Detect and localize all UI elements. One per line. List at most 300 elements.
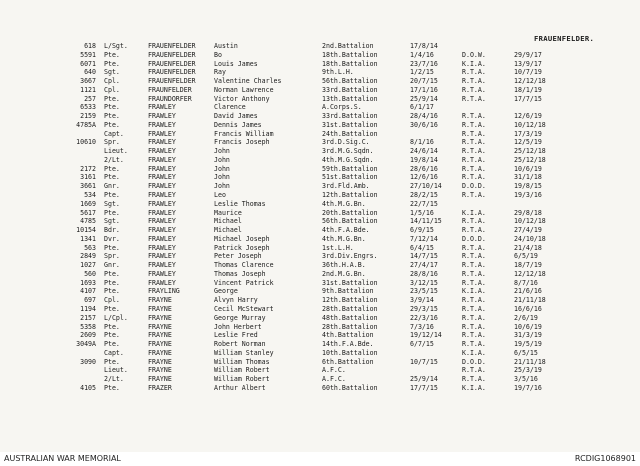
rank: Cpl. xyxy=(104,296,120,305)
surname: FRAWLEY xyxy=(148,182,176,191)
given-names: John xyxy=(214,182,230,191)
table-row xyxy=(0,270,640,279)
surname: FRAWLEY xyxy=(148,120,176,129)
fate: R.T.A. xyxy=(462,278,486,287)
table-row xyxy=(0,244,640,253)
unit: 3rd.D.Sig.C. xyxy=(322,138,370,147)
unit: 6th.Battalion xyxy=(322,357,374,366)
fate-date: 2/6/19 xyxy=(514,313,538,322)
enlistment-date: 25/9/14 xyxy=(410,375,438,384)
given-names: Leo xyxy=(214,191,226,200)
service-number: 5591 xyxy=(80,50,96,59)
enlistment-date: 30/6/16 xyxy=(410,120,438,129)
table-row xyxy=(0,305,640,314)
rank: L/Cpl. xyxy=(104,313,128,322)
table-row xyxy=(0,130,640,139)
unit: 59th.Battalion xyxy=(322,164,378,173)
fate: R.T.A. xyxy=(462,313,486,322)
fate-date: 10/6/19 xyxy=(514,322,542,331)
surname: FRAYNE xyxy=(148,322,172,331)
surname: FRAWLEY xyxy=(148,261,176,270)
surname: FRAYNE xyxy=(148,313,172,322)
table-row xyxy=(0,323,640,332)
rank: Pte. xyxy=(104,112,120,121)
rank: Pte. xyxy=(104,164,120,173)
rank: 2/Lt. xyxy=(104,155,124,164)
footer-bar xyxy=(0,452,640,466)
service-number: 1027 xyxy=(80,261,96,270)
surname: FRAZER xyxy=(148,383,172,392)
service-number: 2849 xyxy=(80,252,96,261)
enlistment-date: 6/9/15 xyxy=(410,226,434,235)
unit: 9th.Battalion xyxy=(322,287,374,296)
service-number: 10610 xyxy=(76,138,96,147)
given-names: Arthur Albert xyxy=(214,383,266,392)
given-names: Peter Joseph xyxy=(214,252,262,261)
unit: 36th.H.A.B. xyxy=(322,261,366,270)
given-names: Cecil McStewart xyxy=(214,304,274,313)
service-number: 1669 xyxy=(80,199,96,208)
footer-reference: RCDIG1068901 xyxy=(574,454,636,463)
table-row xyxy=(0,156,640,165)
fate-date: 6/5/15 xyxy=(514,348,538,357)
table-row xyxy=(0,287,640,296)
enlistment-date: 19/8/14 xyxy=(410,155,438,164)
fate-date: 12/12/18 xyxy=(514,77,546,86)
enlistment-date: 17/7/15 xyxy=(410,383,438,392)
rank: Pte. xyxy=(104,173,120,182)
given-names: William Stanley xyxy=(214,348,274,357)
unit: 3rd.Fld.Amb. xyxy=(322,182,370,191)
fate: D.O.W. xyxy=(462,50,486,59)
enlistment-date: 6/7/15 xyxy=(410,340,434,349)
given-names: John xyxy=(214,155,230,164)
enlistment-date: 25/9/14 xyxy=(410,94,438,103)
rank: Gnr. xyxy=(104,261,120,270)
service-number: 1194 xyxy=(80,304,96,313)
service-number: 534 xyxy=(84,191,96,200)
fate: R.T.A. xyxy=(462,120,486,129)
fate: R.T.A. xyxy=(462,304,486,313)
fate: R.T.A. xyxy=(462,296,486,305)
fate: D.O.D. xyxy=(462,357,486,366)
rank: Capt. xyxy=(104,348,124,357)
given-names: Michael xyxy=(214,226,242,235)
table-row xyxy=(0,165,640,174)
service-number: 3049A xyxy=(76,340,96,349)
fate-date: 6/5/19 xyxy=(514,252,538,261)
surname: FRAWLEY xyxy=(148,234,176,243)
rank: Pte. xyxy=(104,322,120,331)
given-names: Norman Lawrence xyxy=(214,85,274,94)
fate-date: 10/7/19 xyxy=(514,68,542,77)
table-row xyxy=(0,235,640,244)
unit: 56th.Battalion xyxy=(322,217,378,226)
fate: K.I.A. xyxy=(462,59,486,68)
unit: 2nd.M.G.Bn. xyxy=(322,269,366,278)
fate: R.T.A. xyxy=(462,366,486,375)
surname: FRAWLEY xyxy=(148,129,176,138)
given-names: George xyxy=(214,287,238,296)
table-row xyxy=(0,95,640,104)
service-number: 1341 xyxy=(80,234,96,243)
rank: Pte. xyxy=(104,103,120,112)
enlistment-date: 28/4/16 xyxy=(410,112,438,121)
service-number: 257 xyxy=(84,94,96,103)
unit: 20th.Battalion xyxy=(322,208,378,217)
table-row xyxy=(0,60,640,69)
unit: 56th.Battalion xyxy=(322,77,378,86)
surname: FRAWLEY xyxy=(148,208,176,217)
surname: FRAWLEY xyxy=(148,243,176,252)
unit: A.F.C. xyxy=(322,375,346,384)
fate-date: 10/12/18 xyxy=(514,120,546,129)
fate-date: 21/6/16 xyxy=(514,287,542,296)
table-row xyxy=(0,314,640,323)
fate: R.T.A. xyxy=(462,155,486,164)
rank: Pte. xyxy=(104,304,120,313)
unit: 4th.M.G.Bn. xyxy=(322,199,366,208)
fate-date: 25/12/18 xyxy=(514,155,546,164)
surname: FRAWLEY xyxy=(148,164,176,173)
service-number: 2159 xyxy=(80,112,96,121)
fate-date: 12/5/19 xyxy=(514,138,542,147)
fate: D.O.D. xyxy=(462,234,486,243)
fate: R.T.A. xyxy=(462,94,486,103)
fate-date: 18/1/19 xyxy=(514,85,542,94)
surname: FRAWLEY xyxy=(148,269,176,278)
rank: Dvr. xyxy=(104,234,120,243)
fate: K.I.A. xyxy=(462,348,486,357)
unit: 2nd.Battalion xyxy=(322,42,374,50)
table-row xyxy=(0,200,640,209)
enlistment-date: 29/3/15 xyxy=(410,304,438,313)
fate: R.T.A. xyxy=(462,164,486,173)
enlistment-date: 6/1/17 xyxy=(410,103,434,112)
service-number: 563 xyxy=(84,243,96,252)
enlistment-date: 19/12/14 xyxy=(410,331,442,340)
rank: Bdr. xyxy=(104,226,120,235)
surname: FRAUENFELDER xyxy=(148,59,196,68)
service-number: 2172 xyxy=(80,164,96,173)
surname: FRAUENFELDER xyxy=(148,50,196,59)
enlistment-date: 17/8/14 xyxy=(410,42,438,50)
unit: 31st.Battalion xyxy=(322,278,378,287)
given-names: George Murray xyxy=(214,313,266,322)
enlistment-date: 7/12/14 xyxy=(410,234,438,243)
table-row xyxy=(0,226,640,235)
unit: 28th.Battalion xyxy=(322,304,378,313)
fate: R.T.A. xyxy=(462,375,486,384)
given-names: Leslie Fred xyxy=(214,331,258,340)
fate: R.T.A. xyxy=(462,68,486,77)
table-row xyxy=(0,191,640,200)
given-names: Leslie Thomas xyxy=(214,199,266,208)
nominal-roll-list xyxy=(0,42,640,393)
table-row xyxy=(0,147,640,156)
enlistment-date: 10/7/15 xyxy=(410,357,438,366)
fate: K.I.A. xyxy=(462,208,486,217)
service-number: 4105 xyxy=(80,383,96,392)
surname: FRAWLEY xyxy=(148,199,176,208)
service-number: 4785 xyxy=(80,217,96,226)
enlistment-date: 17/1/16 xyxy=(410,85,438,94)
enlistment-date: 23/7/16 xyxy=(410,59,438,68)
enlistment-date: 24/6/14 xyxy=(410,147,438,156)
given-names: Maurice xyxy=(214,208,242,217)
fate: R.T.A. xyxy=(462,173,486,182)
service-number: 1121 xyxy=(80,85,96,94)
table-row xyxy=(0,138,640,147)
fate: R.T.A. xyxy=(462,269,486,278)
service-number: 3661 xyxy=(80,182,96,191)
fate-date: 17/7/15 xyxy=(514,94,542,103)
table-row xyxy=(0,331,640,340)
unit: 33rd.Battalion xyxy=(322,112,378,121)
table-row xyxy=(0,42,640,51)
given-names: Thomas Clarence xyxy=(214,261,274,270)
fate-date: 24/10/18 xyxy=(514,234,546,243)
given-names: Victor Anthony xyxy=(214,94,270,103)
enlistment-date: 6/4/15 xyxy=(410,243,434,252)
surname: FRAUENFELDER xyxy=(148,42,196,50)
fate: R.T.A. xyxy=(462,331,486,340)
service-number: 697 xyxy=(84,296,96,305)
given-names: Michael Joseph xyxy=(214,234,270,243)
service-number: 5358 xyxy=(80,322,96,331)
document-title: FRAUENFELDER. xyxy=(534,34,595,43)
unit: A.Corps.S. xyxy=(322,103,362,112)
surname: FRAWLEY xyxy=(148,191,176,200)
service-number: 1693 xyxy=(80,278,96,287)
service-number: 4107 xyxy=(80,287,96,296)
service-number: 4785A xyxy=(76,120,96,129)
surname: FRAWLEY xyxy=(148,226,176,235)
table-row xyxy=(0,51,640,60)
rank: Sgt. xyxy=(104,217,120,226)
unit: 28th.Battalion xyxy=(322,322,378,331)
fate-date: 19/8/15 xyxy=(514,182,542,191)
fate-date: 31/1/18 xyxy=(514,173,542,182)
rank: Capt. xyxy=(104,129,124,138)
fate-date: 21/11/18 xyxy=(514,296,546,305)
fate-date: 25/12/18 xyxy=(514,147,546,156)
rank: Pte. xyxy=(104,243,120,252)
table-row xyxy=(0,349,640,358)
fate: R.T.A. xyxy=(462,261,486,270)
table-row xyxy=(0,173,640,182)
surname: FRAWLEY xyxy=(148,173,176,182)
table-row xyxy=(0,182,640,191)
table-row xyxy=(0,68,640,77)
enlistment-date: 14/11/15 xyxy=(410,217,442,226)
given-names: Vincent Patrick xyxy=(214,278,274,287)
service-number: 3090 xyxy=(80,357,96,366)
rank: Sgt. xyxy=(104,199,120,208)
table-row xyxy=(0,209,640,218)
table-row xyxy=(0,358,640,367)
rank: Pte. xyxy=(104,191,120,200)
surname: FRAYNE xyxy=(148,331,172,340)
enlistment-date: 27/10/14 xyxy=(410,182,442,191)
service-number: 2157 xyxy=(80,313,96,322)
service-number: 6071 xyxy=(80,59,96,68)
service-number: 6533 xyxy=(80,103,96,112)
rank: Gnr. xyxy=(104,182,120,191)
service-number: 10154 xyxy=(76,226,96,235)
fate-date: 18/7/19 xyxy=(514,261,542,270)
surname: FRAYNE xyxy=(148,348,172,357)
given-names: Alvyn Harry xyxy=(214,296,258,305)
fate: R.T.A. xyxy=(462,340,486,349)
unit: 33rd.Battalion xyxy=(322,85,378,94)
fate: R.T.A. xyxy=(462,322,486,331)
surname: FRAYNE xyxy=(148,340,172,349)
table-row xyxy=(0,217,640,226)
surname: FRAUENFELDER xyxy=(148,77,196,86)
enlistment-date: 27/4/17 xyxy=(410,261,438,270)
given-names: Dennis James xyxy=(214,120,262,129)
surname: FRAWLEY xyxy=(148,103,176,112)
table-row xyxy=(0,252,640,261)
unit: 3rd.Div.Engrs. xyxy=(322,252,378,261)
service-number: 5617 xyxy=(80,208,96,217)
rank: Lieut. xyxy=(104,147,128,156)
given-names: Austin xyxy=(214,42,238,50)
fate: R.T.A. xyxy=(462,77,486,86)
fate: R.T.A. xyxy=(462,191,486,200)
rank: Pte. xyxy=(104,357,120,366)
fate: D.O.D. xyxy=(462,182,486,191)
surname: FRAYNE xyxy=(148,366,172,375)
unit: 12th.Battalion xyxy=(322,191,378,200)
rank: Pte. xyxy=(104,383,120,392)
table-row xyxy=(0,103,640,112)
given-names: Francis William xyxy=(214,129,274,138)
rank: 2/Lt. xyxy=(104,375,124,384)
fate-date: 16/6/16 xyxy=(514,304,542,313)
fate-date: 8/7/16 xyxy=(514,278,538,287)
rank: Spr. xyxy=(104,138,120,147)
fate-date: 27/4/19 xyxy=(514,226,542,235)
table-row xyxy=(0,340,640,349)
fate-date: 21/4/18 xyxy=(514,243,542,252)
fate-date: 25/3/19 xyxy=(514,366,542,375)
given-names: David James xyxy=(214,112,258,121)
service-number: 3161 xyxy=(80,173,96,182)
fate-date: 10/12/18 xyxy=(514,217,546,226)
given-names: Ray xyxy=(214,68,226,77)
given-names: Valentine Charles xyxy=(214,77,282,86)
given-names: Michael xyxy=(214,217,242,226)
rank: Sgt. xyxy=(104,68,120,77)
fate-date: 3/5/16 xyxy=(514,375,538,384)
fate-date: 31/3/19 xyxy=(514,331,542,340)
service-number: 2609 xyxy=(80,331,96,340)
given-names: Francis Joseph xyxy=(214,138,270,147)
fate: R.T.A. xyxy=(462,112,486,121)
surname: FRAWLEY xyxy=(148,217,176,226)
unit: 10th.Battalion xyxy=(322,348,378,357)
table-row xyxy=(0,261,640,270)
given-names: William Robert xyxy=(214,375,270,384)
given-names: William Thomas xyxy=(214,357,270,366)
given-names: Clarence xyxy=(214,103,246,112)
rank: Pte. xyxy=(104,208,120,217)
rank: Pte. xyxy=(104,120,120,129)
fate-date: 13/9/17 xyxy=(514,59,542,68)
rank: Pte. xyxy=(104,331,120,340)
surname: FRAUNDORFER xyxy=(148,94,192,103)
fate-date: 29/9/17 xyxy=(514,50,542,59)
enlistment-date: 22/3/16 xyxy=(410,313,438,322)
table-row xyxy=(0,121,640,130)
unit: 18th.Battalion xyxy=(322,50,378,59)
footer-institution: AUSTRALIAN WAR MEMORIAL xyxy=(4,454,121,463)
fate-date: 12/6/19 xyxy=(514,112,542,121)
surname: FRAWLEY xyxy=(148,155,176,164)
service-number: 640 xyxy=(84,68,96,77)
surname: FRAYLING xyxy=(148,287,180,296)
rank: Pte. xyxy=(104,269,120,278)
fate-date: 12/12/18 xyxy=(514,269,546,278)
enlistment-date: 14/7/15 xyxy=(410,252,438,261)
fate-date: 17/3/19 xyxy=(514,129,542,138)
rank: Pte. xyxy=(104,94,120,103)
given-names: John xyxy=(214,164,230,173)
enlistment-date: 28/8/16 xyxy=(410,269,438,278)
enlistment-date: 22/7/15 xyxy=(410,199,438,208)
unit: A.F.C. xyxy=(322,366,346,375)
surname: FRAWLEY xyxy=(148,278,176,287)
unit: 4th.Battalion xyxy=(322,331,374,340)
table-row xyxy=(0,384,640,393)
unit: 13th.Battalion xyxy=(322,94,378,103)
fate: R.T.A. xyxy=(462,226,486,235)
table-row xyxy=(0,375,640,384)
surname: FRAUENFELDER xyxy=(148,68,196,77)
unit: 31st.Battalion xyxy=(322,120,378,129)
fate: R.T.A. xyxy=(462,147,486,156)
fate-date: 29/8/18 xyxy=(514,208,542,217)
given-names: Thomas Joseph xyxy=(214,269,266,278)
fate-date: 19/5/19 xyxy=(514,340,542,349)
fate: R.T.A. xyxy=(462,252,486,261)
enlistment-date: 3/12/15 xyxy=(410,278,438,287)
table-row xyxy=(0,112,640,121)
fate-date: 19/3/16 xyxy=(514,191,542,200)
service-number: 3667 xyxy=(80,77,96,86)
given-names: Louis James xyxy=(214,59,258,68)
rank: Lieut. xyxy=(104,366,128,375)
fate: K.I.A. xyxy=(462,287,486,296)
service-number: 560 xyxy=(84,269,96,278)
fate: R.T.A. xyxy=(462,243,486,252)
surname: FRAYNE xyxy=(148,375,172,384)
surname: FRAYNE xyxy=(148,296,172,305)
given-names: Bo xyxy=(214,50,222,59)
table-row xyxy=(0,77,640,86)
unit: 9th.L.H. xyxy=(322,68,354,77)
fate-date: 19/7/16 xyxy=(514,383,542,392)
surname: FRAWLEY xyxy=(148,112,176,121)
table-row xyxy=(0,279,640,288)
surname: FRAWLEY xyxy=(148,252,176,261)
enlistment-date: 7/3/16 xyxy=(410,322,434,331)
enlistment-date: 28/6/16 xyxy=(410,164,438,173)
unit: 24th.Battalion xyxy=(322,129,378,138)
unit: 18th.Battalion xyxy=(322,59,378,68)
